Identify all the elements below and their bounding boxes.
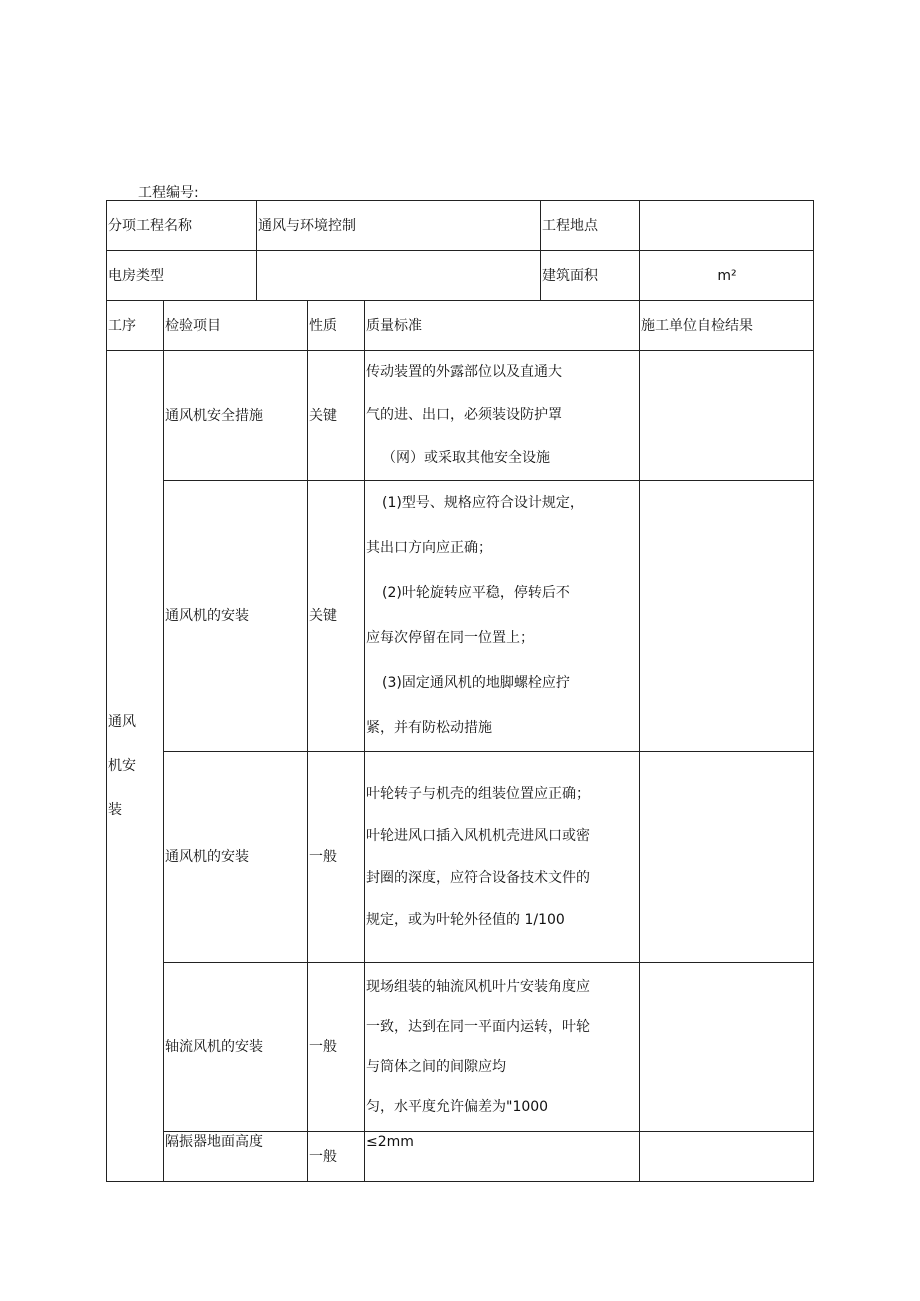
standard-line: 其出口方向应正确； — [366, 540, 492, 556]
standard-line: 一致，达到在同一平面内运转，叶轮 — [366, 1019, 590, 1035]
standard-line: 叶轮进风口插入风机机壳进风口或密 — [366, 828, 590, 844]
standard-line: 紧，并有防松动措施 — [366, 720, 492, 736]
procedure-line: 装 — [108, 802, 122, 818]
table-row — [107, 481, 814, 752]
procedure-line: 通风 — [108, 714, 136, 730]
table-row — [107, 963, 814, 1132]
sub-project-label: 分项工程名称 — [107, 201, 257, 251]
location-label: 工程地点 — [541, 201, 640, 251]
standard-cell — [365, 752, 640, 963]
standard-line: 规定，或为叶轮外径值的 1/100 — [366, 912, 565, 928]
standard-line: （网）或采取其他安全设施 — [382, 450, 550, 466]
table-row — [107, 351, 814, 481]
room-type-value[interactable] — [257, 251, 541, 301]
item-cell: 轴流风机的安装 — [164, 963, 308, 1132]
info-row-2 — [107, 251, 814, 301]
standard-line: 匀，水平度允许偏差为"1000 — [366, 1099, 549, 1115]
procedure-line: 机安 — [108, 758, 136, 774]
table-row — [107, 752, 814, 963]
location-value[interactable] — [640, 201, 814, 251]
standard-line: (2)叶轮旋转应平稳，停转后不 — [382, 585, 570, 601]
nature-cell: 一般 — [308, 963, 365, 1132]
standard-line: 应每次停留在同一位置上； — [366, 630, 534, 646]
result-cell[interactable] — [640, 481, 814, 752]
standard-cell — [365, 963, 640, 1132]
result-cell[interactable] — [640, 963, 814, 1132]
standard-line: 气的进、出口，必须装设防护罩 — [366, 407, 562, 423]
col-result: 施工单位自检结果 — [640, 301, 814, 351]
project-number-label: 工程编号: — [138, 185, 199, 201]
result-cell[interactable] — [640, 752, 814, 963]
standard-line: (3)固定通风机的地脚螺栓应拧 — [382, 675, 570, 691]
standard-line: 封圈的深度，应符合设备技术文件的 — [366, 870, 590, 886]
sub-project-value: 通风与环境控制 — [257, 201, 541, 251]
table-row — [107, 1132, 814, 1182]
standard-cell — [365, 1132, 640, 1182]
item-cell: 通风机的安装 — [164, 481, 308, 752]
standard-cell — [365, 481, 640, 752]
result-cell[interactable] — [640, 1132, 814, 1182]
standard-line: 现场组装的轴流风机叶片安装角度应 — [366, 979, 590, 995]
standard-line: 传动装置的外露部位以及直通大 — [366, 364, 562, 380]
nature-cell: 一般 — [308, 1132, 365, 1182]
col-nature: 性质 — [308, 301, 365, 351]
procedure-cell — [107, 351, 164, 1182]
room-type-label: 电房类型 — [107, 251, 257, 301]
info-row-1 — [107, 201, 814, 251]
standard-cell — [365, 351, 640, 481]
result-cell[interactable] — [640, 351, 814, 481]
item-cell: 通风机安全措施 — [164, 351, 308, 481]
nature-cell: 一般 — [308, 752, 365, 963]
nature-cell: 关键 — [308, 481, 365, 752]
area-label: 建筑面积 — [541, 251, 640, 301]
standard-line: 与筒体之间的间隙应均 — [366, 1059, 506, 1075]
area-unit: m² — [640, 251, 814, 301]
standard-line: ≤2mm — [366, 1134, 414, 1150]
col-item: 检验项目 — [164, 301, 308, 351]
inspection-form-table — [106, 200, 814, 1182]
standard-line: (1)型号、规格应符合设计规定， — [382, 495, 584, 511]
col-standard: 质量标准 — [365, 301, 640, 351]
standard-line: 叶轮转子与机壳的组装位置应正确； — [366, 786, 590, 802]
col-procedure: 工序 — [107, 301, 164, 351]
nature-cell: 关键 — [308, 351, 365, 481]
item-cell: 通风机的安装 — [164, 752, 308, 963]
column-header-row — [107, 301, 814, 351]
item-cell: 隔振器地面高度 — [164, 1132, 308, 1182]
